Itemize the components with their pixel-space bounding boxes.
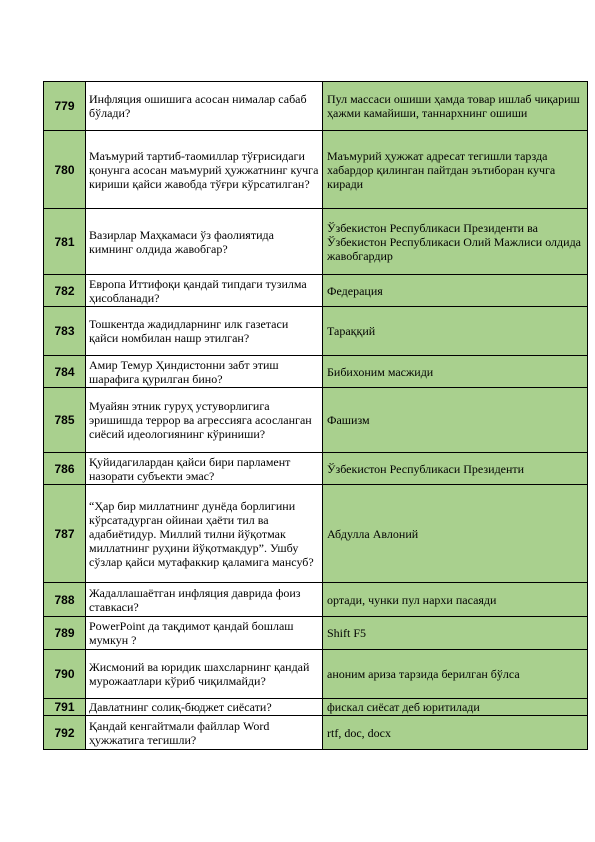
row-number: 790 (44, 650, 86, 699)
row-number: 787 (44, 485, 86, 583)
qa-table (43, 81, 588, 750)
answer-cell: фискал сиёсат деб юритилади (323, 699, 588, 716)
table-row (44, 699, 588, 716)
table-row (44, 82, 588, 131)
question-cell: Давлатнинг солиқ-бюджет сиёсати? (86, 699, 323, 716)
question-cell: Маъмурий тартиб-таомиллар тўғрисидаги қонунга асосан маъмурий ҳужжатнинг кучга кириши қайси жавобда тўғри кўрсатилган? (86, 131, 323, 209)
table-row (44, 307, 588, 356)
table-row (44, 131, 588, 209)
answer-cell: rtf, doc, docx (323, 716, 588, 750)
answer-cell: Ўзбекистон Республикаси Президенти (323, 453, 588, 485)
question-cell: Қандай кенгайтмали файллар Word ҳужжатига тегишли? (86, 716, 323, 750)
row-number: 789 (44, 617, 86, 650)
answer-cell: Бибихоним масжиди (323, 356, 588, 388)
answer-cell: Тараққий (323, 307, 588, 356)
row-number: 786 (44, 453, 86, 485)
row-number: 792 (44, 716, 86, 750)
question-cell: PowerPoint да тақдимот қандай бошлаш мумкун ? (86, 617, 323, 650)
answer-cell: аноним ариза тарзида берилган бўлса (323, 650, 588, 699)
row-number: 780 (44, 131, 86, 209)
table-row (44, 453, 588, 485)
row-number: 791 (44, 699, 86, 716)
table-row (44, 356, 588, 388)
row-number: 788 (44, 583, 86, 617)
question-cell: Муайян этник гуруҳ устуворлигига эришишда террор ва агрессияга асосланган сиёсий идеологиянинг кўриниши? (86, 388, 323, 453)
table-row (44, 388, 588, 453)
answer-cell: Пул массаси ошиши ҳамда товар ишлаб чиқариш ҳажми камайиши, таннархнинг ошиши (323, 82, 588, 131)
table-row (44, 275, 588, 307)
answer-cell: Федерация (323, 275, 588, 307)
answer-cell: Фашизм (323, 388, 588, 453)
row-number: 784 (44, 356, 86, 388)
question-cell: Қуйидагилардан қайси бири парламент назорати субъекти эмас? (86, 453, 323, 485)
answer-cell: Маъмурий ҳужжат адресат тегишли тарзда хабардор қилинган пайтдан эътиборан кучга киради (323, 131, 588, 209)
answer-cell: Shift F5 (323, 617, 588, 650)
question-cell: Жадаллашаётган инфляция даврида фоиз ставкаси? (86, 583, 323, 617)
question-cell: Вазирлар Маҳкамаси ўз фаолиятида кимнинг олдида жавобгар? (86, 209, 323, 275)
row-number: 779 (44, 82, 86, 131)
question-cell: Амир Темур Ҳиндистонни забт этиш шарафига қурилган бино? (86, 356, 323, 388)
table-row (44, 583, 588, 617)
question-cell: Инфляция ошишига асосан нималар сабаб бўлади? (86, 82, 323, 131)
table-row (44, 485, 588, 583)
table-row (44, 617, 588, 650)
row-number: 781 (44, 209, 86, 275)
table-row (44, 716, 588, 750)
answer-cell: Ўзбекистон Республикаси Президенти ва Ўзбекистон Республикаси Олий Мажлиси олдида жавобгардир (323, 209, 588, 275)
table-row (44, 209, 588, 275)
answer-cell: Абдулла Авлоний (323, 485, 588, 583)
answer-cell: ортади, чунки пул нархи пасаяди (323, 583, 588, 617)
row-number: 783 (44, 307, 86, 356)
question-cell: Жисмоний ва юридик шахсларнинг қандай мурожаатлари кўриб чиқилмайди? (86, 650, 323, 699)
question-cell: Тошкентда жадидларнинг илк газетаси қайси номбилан нашр этилган? (86, 307, 323, 356)
question-cell: Европа Иттифоқи қандай типдаги тузилма ҳисобланади? (86, 275, 323, 307)
row-number: 782 (44, 275, 86, 307)
row-number: 785 (44, 388, 86, 453)
table-row (44, 650, 588, 699)
question-cell: “Ҳар бир миллатнинг дунёда борлигини кўрсатадурган ойинаи ҳаёти тил ва адабиётидур. Миллий тилни йўқотмак миллатнинг руҳини йўқотмакдур”. Ушбу сўзлар қайси мутафаккир қаламига мансуб? (86, 485, 323, 583)
